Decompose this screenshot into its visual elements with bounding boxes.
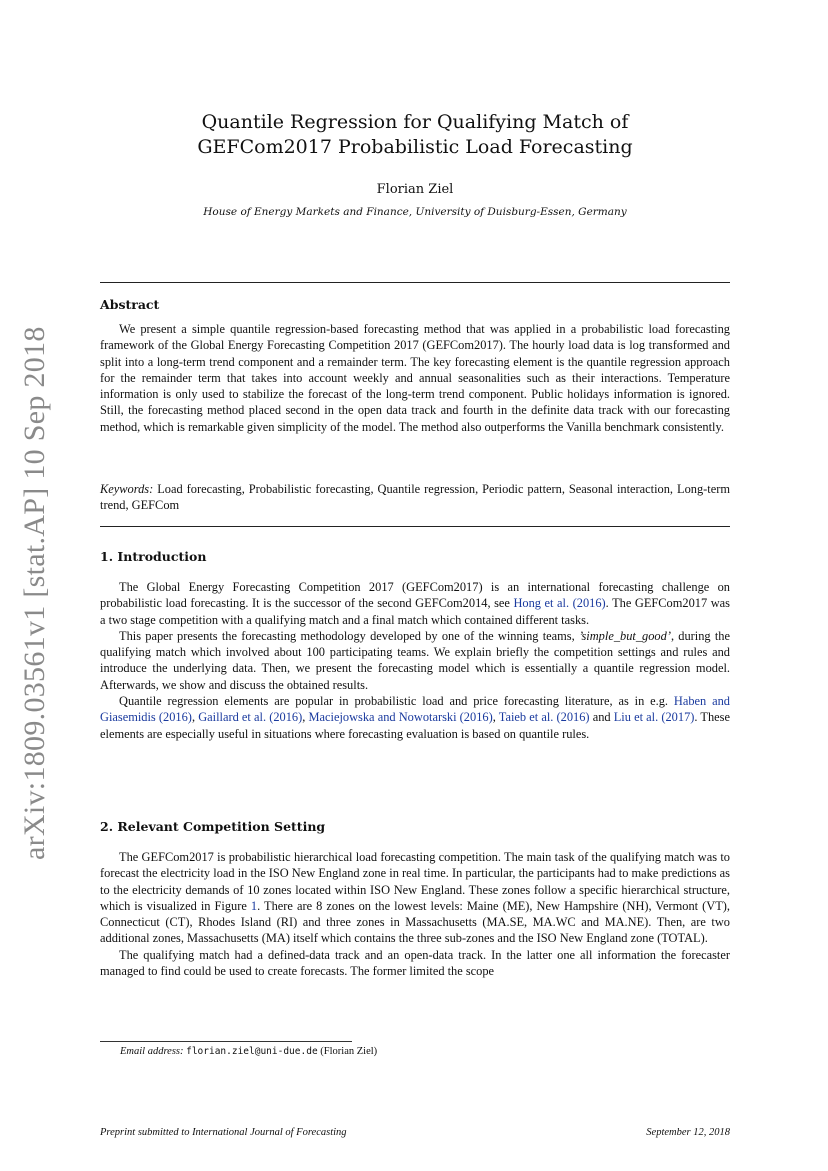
text-run: , [302,710,309,725]
paper-title [100,110,730,160]
text-run: The Global Energy Forecasting Competition 2017 (GEFCom2017) is an international forecasting challenge on probabilistic load forecasting. It is the successor of the second GEFCom2014, see [100,580,730,611]
team-name: ’simple_but_good’ [578,628,671,643]
text-run: , during the qualifying match which involved about 100 participating teams. We explain briefly the competition settings and rules and introduce the underlying data. Then, we present the forecasting model which is essentially a quantile regression model. Afterwards, we show and discuss the obtained results. [100,628,730,692]
text-run: . There are 8 zones on the lowest levels: Maine (ME), New Hampshire (NH), Vermont (VT), Connecticut (CT), Rhodes Island (RI) and three zones in Massachusetts (MA.SE, MA.WC and MA.NE). Then, are two additional zones, Massachusetts (MA) itself which contains the three sub-zones and the ISO New England zone (TOTAL). [100,898,730,946]
text-run: The GEFCom2017 is probabilistic hierarchical load forecasting competition. The main task of the qualifying match was to forecast the electricity load in the ISO New England zone in real time. In particular, the participants had to make predictions as to the electricity demands of 10 zones located within ISO New England. These zones follow a specific hierarchical structure, which is visualized in Figure [100,850,730,913]
citation-link[interactable]: Maciejowska and Nowotarski (2016) [308,710,493,725]
citation-link[interactable]: Haben and Giasemidis (2016) [100,694,731,725]
intro-paragraph-3 [100,693,730,742]
competition-paragraph-1 [100,849,730,947]
author-affiliation: House of Energy Markets and Finance, University of Duisburg-Essen, Germany [203,206,627,218]
text-run: , [191,710,199,725]
keywords-label: Keywords: [100,482,154,496]
intro-paragraph-1 [100,579,730,628]
email-address[interactable]: florian.ziel@uni-due.de [186,1046,318,1057]
keywords [100,481,730,514]
figure-link[interactable]: 1 [250,898,258,913]
text-run: This paper presents the forecasting methodology developed by one of the winning teams, [119,628,579,643]
text-run: . The GEFCom2017 was a two stage competition with a qualifying match and a final match which contained different tasks. [100,596,730,627]
text-run: , [492,710,499,725]
title-line-2: GEFCom2017 Probabilistic Load Forecasting [197,136,633,158]
citation-link[interactable]: Hong et al. (2016) [513,596,606,611]
section-2-body [100,849,730,979]
abstract-heading: Abstract [100,297,160,312]
abstract-text: We present a simple quantile regression-based forecasting method that was applied in a probabilistic load forecasting framework of the Global Energy Forecasting Competition 2017 (GEFCom2017). The hourly load data is log transformed and split into a long-term trend component and a remainder term. The key forecasting element is the quantile regression approach for the remainder term that takes into account weekly and annual seasonalities such as their interactions. Temperature information is only used to stabilize the forecast of the long-term trend component. Public holidays information is ignored. Still, the forecasting method placed second in the open data track and fourth in the definite data track with our forecasting method, which is remarkable given simplicity of the model. The method also outperforms the Vanilla benchmark consistently. [100,322,730,434]
footnote-name: (Florian Ziel) [320,1046,378,1057]
footer-journal: Preprint submitted to International Journal of Forecasting [100,1127,347,1138]
text-run: . These elements are especially useful in situations where forecasting evaluation is based on quantile rules. [100,710,730,741]
competition-paragraph-2: The qualifying match had a defined-data track and an open-data track. In the latter one all information the forecaster managed to find could be used to create forecasts. The former limited the scope [100,947,730,979]
title-line-1: Quantile Regression for Qualifying Match of [201,111,629,133]
citation-link[interactable]: Liu et al. (2017) [613,710,695,725]
citation-link[interactable]: Taieb et al. (2016) [498,710,590,725]
bottom-rule [100,526,730,527]
intro-paragraph-2 [100,628,730,693]
text-run: Quantile regression elements are popular in probabilistic load and price forecasting literature, as in e.g. [119,694,674,709]
footer-date: September 12, 2018 [646,1127,730,1138]
section-2-heading: 2. Relevant Competition Setting [100,819,326,834]
footnote [120,1046,377,1057]
top-rule [100,282,730,283]
abstract-body [100,321,730,435]
keywords-text: Load forecasting, Probabilistic forecasting, Quantile regression, Periodic pattern, Seasonal interaction, Long-term trend, GEFCom [100,482,730,513]
footnote-rule [100,1041,352,1042]
citation-link[interactable]: Gaillard et al. (2016) [198,710,303,725]
arxiv-stamp: arXiv:1809.03561v1 [stat.AP] 10 Sep 2018 [18,326,51,860]
text-run: and [589,710,614,725]
section-1-body [100,579,730,742]
author-name: Florian Ziel [376,182,454,197]
section-1-heading: 1. Introduction [100,549,207,564]
email-label: Email address: [120,1046,184,1057]
